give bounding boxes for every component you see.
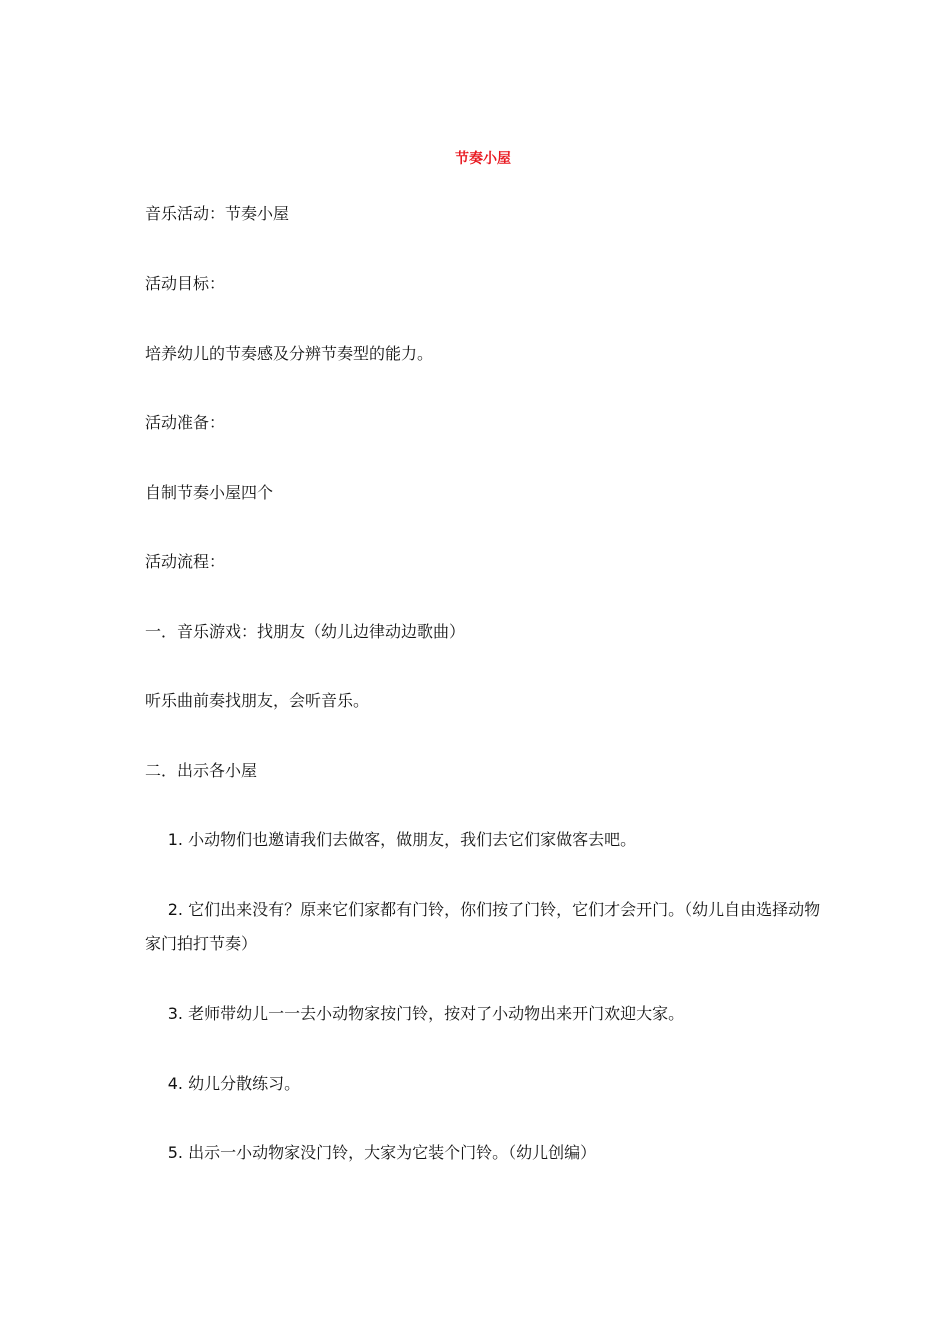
list-item-number: 4. [167,1074,183,1093]
list-item [145,1136,825,1170]
document-title: 节奏小屋 [455,151,511,167]
list-item-text: 它们出来没有？原来它们家都有门铃，你们按了门铃，它们才会开门。（幼儿自由选择动物家门拍打节奏） [145,900,821,953]
paragraph-activity-name: 音乐活动：节奏小屋 [145,204,290,223]
list-item-text: 幼儿分散练习。 [188,1074,301,1093]
paragraph-process-heading: 活动流程： [145,552,226,571]
paragraph-prep-heading: 活动准备： [145,413,226,432]
paragraph-prep: 自制节奏小屋四个 [145,483,274,502]
list-item-text: 出示一小动物家没门铃，大家为它装个门铃。（幼儿创编） [188,1143,597,1162]
list-item [145,893,825,961]
paragraph-section-two: 二．出示各小屋 [145,761,258,780]
list-item [145,1067,825,1101]
paragraph-goal-heading: 活动目标： [145,274,226,293]
list-item [145,997,825,1031]
paragraph-section-one: 一．音乐游戏：找朋友（幼儿边律动边歌曲） [145,622,466,641]
paragraph-section-one-detail: 听乐曲前奏找朋友，会听音乐。 [145,691,370,710]
list-item [145,823,825,857]
list-item-number: 3. [167,1004,183,1023]
paragraph-goal: 培养幼儿的节奏感及分辨节奏型的能力。 [145,344,434,363]
list-item-number: 5. [167,1143,183,1162]
list-item-text: 小动物们也邀请我们去做客，做朋友，我们去它们家做客去吧。 [188,830,637,849]
list-item-number: 1. [167,830,183,849]
list-item-text: 老师带幼儿一一去小动物家按门铃，按对了小动物出来开门欢迎大家。 [188,1004,685,1023]
list-item-number: 2. [167,900,183,919]
